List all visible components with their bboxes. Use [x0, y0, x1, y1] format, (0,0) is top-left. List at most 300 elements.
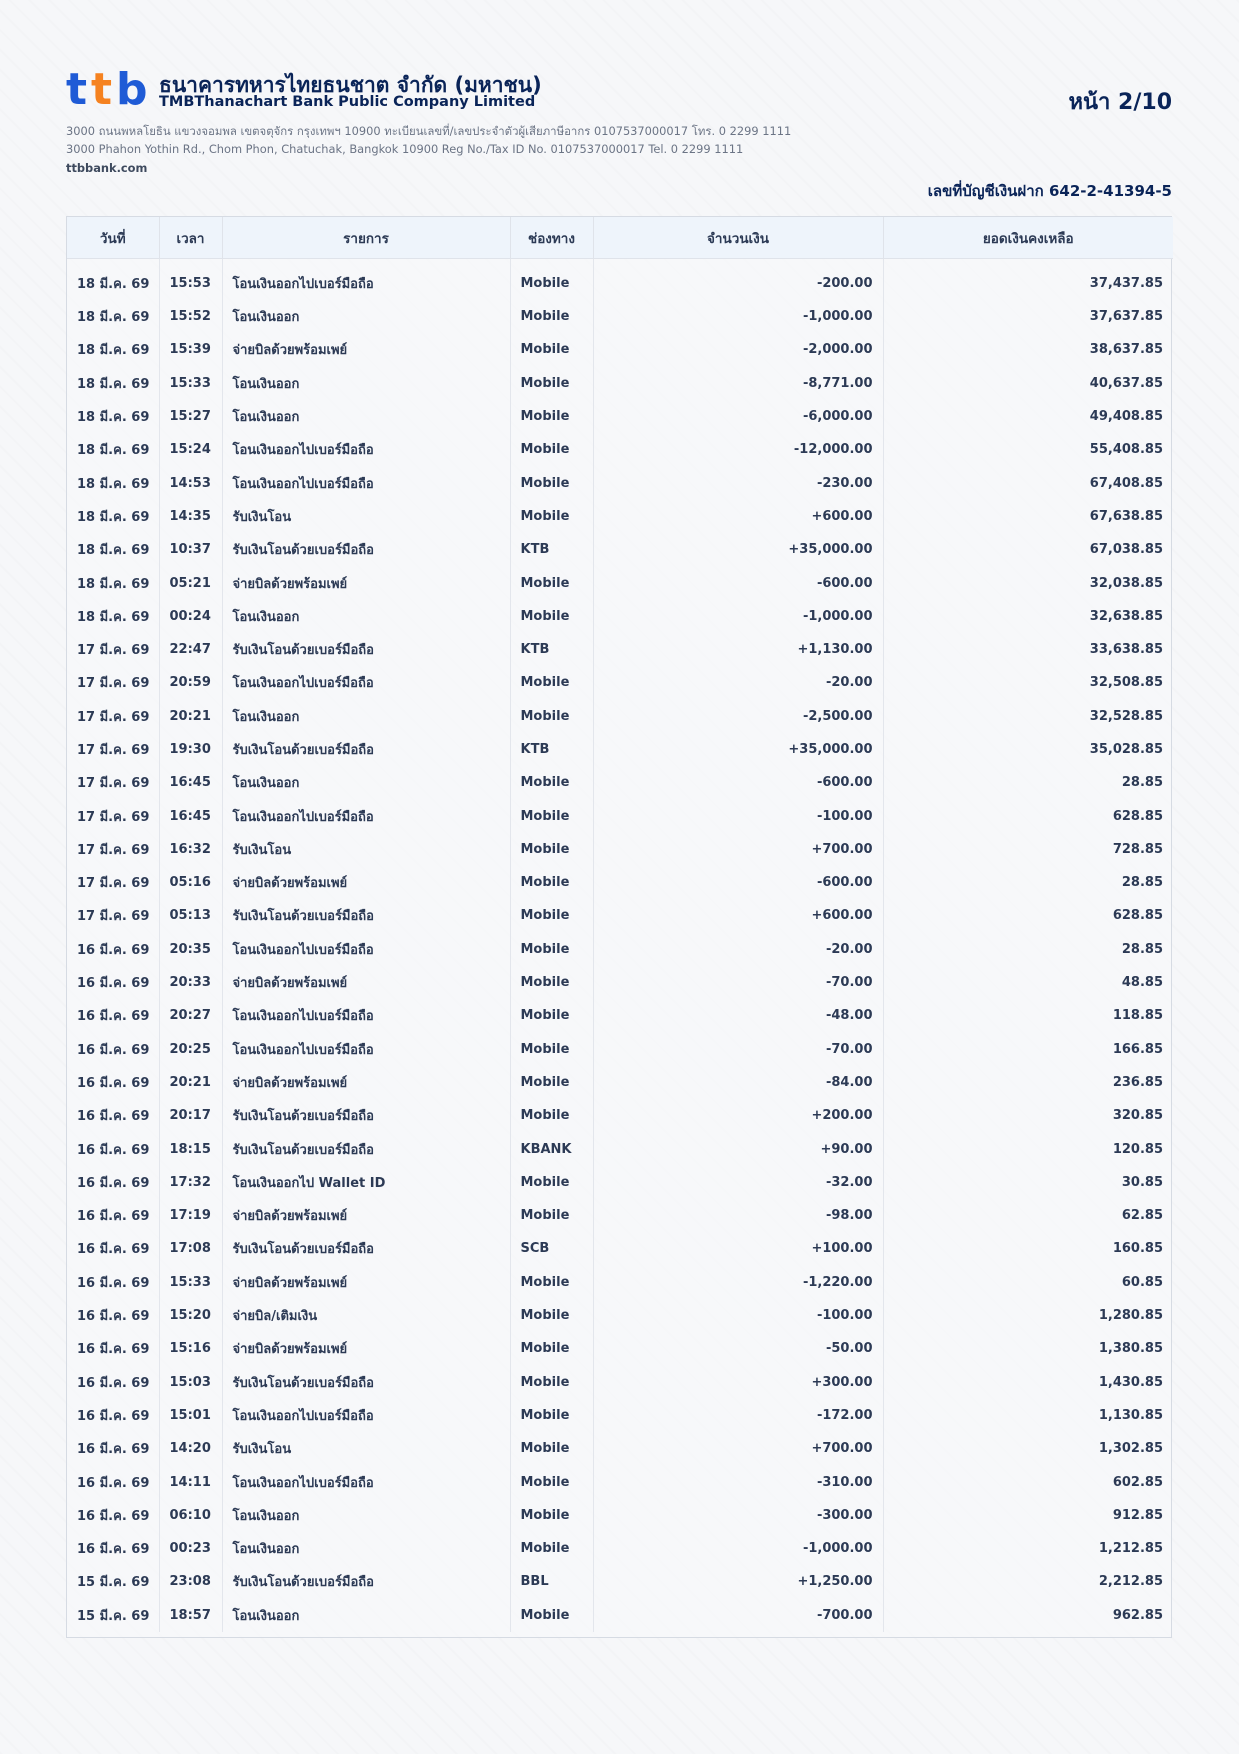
cell-balance: 32,638.85: [1089, 608, 1163, 624]
cell-amount: +200.00: [593, 1099, 883, 1132]
cell-date: 16 มี.ค. 69: [67, 1332, 159, 1365]
cell-date: 18 มี.ค. 69: [67, 259, 159, 301]
cell-balance: 912.85: [1112, 1507, 1163, 1523]
cell-amount: -1,000.00: [593, 600, 883, 633]
cell-amount: -600.00: [593, 566, 883, 599]
page-number: หน้า 2/10: [1068, 90, 1172, 115]
cell-amount: -100.00: [593, 799, 883, 832]
cell-amount: -50.00: [593, 1332, 883, 1365]
cell-balance: 30.85: [1121, 1174, 1163, 1190]
cell-balance: 48.85: [1121, 975, 1163, 991]
cell-description: โอนเงินออกไปเบอร์มือถือ: [222, 933, 510, 966]
cell-description: รับเงินโอน: [222, 1432, 510, 1465]
cell-channel: Mobile: [510, 466, 593, 499]
cell-description: โอนเงินออก: [222, 1499, 510, 1532]
cell-balance: 1,302.85: [1098, 1441, 1163, 1457]
cell-time: 15:39: [159, 333, 222, 366]
cell-description: โอนเงินออกไปเบอร์มือถือ: [222, 799, 510, 832]
cell-amount: +600.00: [593, 500, 883, 533]
cell-time: 16:32: [159, 833, 222, 866]
cell-balance: 628.85: [1112, 908, 1163, 924]
table-row: [67, 1099, 1173, 1132]
cell-time: 15:20: [159, 1299, 222, 1332]
cell-date: 16 มี.ค. 69: [67, 1266, 159, 1299]
cell-time: 18:57: [159, 1599, 222, 1632]
cell-balance: 628.85: [1112, 808, 1163, 824]
cell-amount: -172.00: [593, 1399, 883, 1432]
cell-channel: Mobile: [510, 300, 593, 333]
cell-description: รับเงินโอนด้วยเบอร์มือถือ: [222, 533, 510, 566]
table-row: [67, 700, 1173, 733]
cell-time: 20:25: [159, 1033, 222, 1066]
cell-time: 00:24: [159, 600, 222, 633]
cell-channel: Mobile: [510, 367, 593, 400]
column-header-channel: ช่องทาง: [510, 217, 593, 259]
cell-balance: 62.85: [1121, 1208, 1163, 1224]
cell-balance: 120.85: [1112, 1141, 1163, 1157]
cell-description: จ่ายบิลด้วยพร้อมเพย์: [222, 966, 510, 999]
cell-balance: 37,637.85: [1089, 309, 1163, 325]
cell-description: โอนเงินออกไปเบอร์มือถือ: [222, 259, 510, 301]
table-row: [67, 1499, 1173, 1532]
cell-amount: -20.00: [593, 933, 883, 966]
cell-channel: Mobile: [510, 1166, 593, 1199]
table-row: [67, 966, 1173, 999]
cell-description: โอนเงินออก: [222, 700, 510, 733]
svg-text:t: t: [91, 64, 111, 110]
column-header-amount: จำนวนเงิน: [593, 217, 883, 259]
cell-amount: -100.00: [593, 1299, 883, 1332]
cell-balance: 602.85: [1112, 1474, 1163, 1490]
cell-channel: Mobile: [510, 799, 593, 832]
cell-balance: 118.85: [1112, 1008, 1163, 1024]
table-row: [67, 300, 1173, 333]
cell-amount: -70.00: [593, 966, 883, 999]
table-row: [67, 1066, 1173, 1099]
cell-time: 14:53: [159, 466, 222, 499]
cell-description: จ่ายบิลด้วยพร้อมเพย์: [222, 1266, 510, 1299]
table-row: [67, 733, 1173, 766]
cell-amount: -230.00: [593, 466, 883, 499]
cell-description: โอนเงินออกไป Wallet ID: [222, 1166, 510, 1199]
cell-time: 05:21: [159, 566, 222, 599]
statement-header: [66, 64, 1172, 214]
cell-time: 17:32: [159, 1166, 222, 1199]
cell-amount: +100.00: [593, 1232, 883, 1265]
cell-time: 23:08: [159, 1565, 222, 1598]
cell-channel: Mobile: [510, 899, 593, 932]
cell-description: โอนเงินออก: [222, 367, 510, 400]
cell-date: 16 มี.ค. 69: [67, 1199, 159, 1232]
cell-time: 05:13: [159, 899, 222, 932]
cell-description: รับเงินโอน: [222, 500, 510, 533]
cell-balance: 962.85: [1112, 1607, 1163, 1623]
cell-balance: 2,212.85: [1098, 1574, 1163, 1590]
cell-time: 15:33: [159, 367, 222, 400]
cell-date: 17 มี.ค. 69: [67, 766, 159, 799]
cell-balance: 160.85: [1112, 1241, 1163, 1257]
table-row: [67, 500, 1173, 533]
table-row: [67, 1565, 1173, 1598]
cell-time: 15:33: [159, 1266, 222, 1299]
cell-channel: Mobile: [510, 259, 593, 301]
cell-date: 16 มี.ค. 69: [67, 1465, 159, 1498]
table-row: [67, 1232, 1173, 1265]
address-thai: 3000 ถนนพหลโยธิน แขวงจอมพล เขตจตุจักร กรุงเทพฯ 10900 ทะเบียนเลขที่/เลขประจำตัวผู้เสียภาษีอากร 0107537000017 โทร. 0 2299 1111: [66, 124, 792, 138]
cell-description: โอนเงินออก: [222, 1532, 510, 1565]
cell-date: 16 มี.ค. 69: [67, 1099, 159, 1132]
cell-balance: 32,038.85: [1089, 575, 1163, 591]
column-header-description: รายการ: [222, 217, 510, 259]
cell-date: 18 มี.ค. 69: [67, 566, 159, 599]
cell-balance: 33,638.85: [1089, 642, 1163, 658]
cell-description: จ่ายบิล/เติมเงิน: [222, 1299, 510, 1332]
cell-channel: SCB: [510, 1232, 593, 1265]
account-number: เลขที่บัญชีเงินฝาก 642-2-41394-5: [927, 182, 1172, 200]
address-english: 3000 Phahon Yothin Rd., Chom Phon, Chatuchak, Bangkok 10900 Reg No./Tax ID No. 0107537000017 Tel. 0 2299 1111: [66, 142, 744, 156]
table-row: [67, 666, 1173, 699]
table-row: [67, 1366, 1173, 1399]
cell-date: 18 มี.ค. 69: [67, 367, 159, 400]
ttb-logo: [66, 64, 154, 110]
cell-amount: +1,250.00: [593, 1565, 883, 1598]
cell-channel: Mobile: [510, 1033, 593, 1066]
cell-description: รับเงินโอน: [222, 833, 510, 866]
website: ttbbank.com: [66, 161, 148, 175]
cell-balance: 28.85: [1121, 875, 1163, 891]
table-row: [67, 833, 1173, 866]
cell-amount: +600.00: [593, 899, 883, 932]
cell-amount: +35,000.00: [593, 733, 883, 766]
cell-balance: 49,408.85: [1089, 409, 1163, 425]
cell-amount: -200.00: [593, 259, 883, 301]
cell-amount: -700.00: [593, 1599, 883, 1632]
cell-amount: +90.00: [593, 1132, 883, 1165]
cell-balance: 32,528.85: [1089, 708, 1163, 724]
cell-description: โอนเงินออกไปเบอร์มือถือ: [222, 466, 510, 499]
cell-amount: -310.00: [593, 1465, 883, 1498]
cell-channel: Mobile: [510, 933, 593, 966]
cell-amount: -600.00: [593, 866, 883, 899]
cell-date: 17 มี.ค. 69: [67, 866, 159, 899]
cell-channel: KBANK: [510, 1132, 593, 1165]
cell-time: 15:03: [159, 1366, 222, 1399]
cell-time: 20:17: [159, 1099, 222, 1132]
cell-amount: -8,771.00: [593, 367, 883, 400]
cell-date: 16 มี.ค. 69: [67, 1432, 159, 1465]
cell-time: 18:15: [159, 1132, 222, 1165]
cell-balance: 35,028.85: [1089, 742, 1163, 757]
cell-amount: -98.00: [593, 1199, 883, 1232]
cell-amount: +700.00: [593, 833, 883, 866]
cell-description: จ่ายบิลด้วยพร้อมเพย์: [222, 333, 510, 366]
cell-amount: -2,000.00: [593, 333, 883, 366]
table-row: [67, 400, 1173, 433]
cell-channel: KTB: [510, 533, 593, 566]
column-header-balance: ยอดเงินคงเหลือ: [883, 217, 1173, 259]
cell-description: จ่ายบิลด้วยพร้อมเพย์: [222, 1066, 510, 1099]
table-row: [67, 933, 1173, 966]
cell-date: 16 มี.ค. 69: [67, 999, 159, 1032]
cell-balance: 1,380.85: [1098, 1341, 1163, 1357]
cell-channel: Mobile: [510, 1432, 593, 1465]
cell-time: 05:16: [159, 866, 222, 899]
cell-time: 06:10: [159, 1499, 222, 1532]
cell-date: 18 มี.ค. 69: [67, 500, 159, 533]
bank-name-thai: ธนาคารทหารไทยธนชาต จำกัด (มหาชน): [159, 73, 542, 97]
table-row: [67, 466, 1173, 499]
cell-date: 18 มี.ค. 69: [67, 433, 159, 466]
table-row: [67, 1166, 1173, 1199]
cell-balance: 320.85: [1112, 1108, 1163, 1124]
table-row: [67, 1599, 1173, 1632]
cell-amount: -1,000.00: [593, 1532, 883, 1565]
cell-balance: 1,130.85: [1098, 1407, 1163, 1423]
cell-channel: Mobile: [510, 566, 593, 599]
cell-channel: BBL: [510, 1565, 593, 1598]
cell-description: โอนเงินออกไปเบอร์มือถือ: [222, 1465, 510, 1498]
cell-time: 15:52: [159, 300, 222, 333]
table-row: [67, 367, 1173, 400]
cell-balance: 28.85: [1121, 775, 1163, 791]
cell-channel: Mobile: [510, 666, 593, 699]
cell-time: 17:08: [159, 1232, 222, 1265]
cell-time: 10:37: [159, 533, 222, 566]
cell-time: 14:35: [159, 500, 222, 533]
table-row: [67, 1266, 1173, 1299]
cell-date: 17 มี.ค. 69: [67, 733, 159, 766]
cell-description: รับเงินโอนด้วยเบอร์มือถือ: [222, 733, 510, 766]
cell-channel: Mobile: [510, 833, 593, 866]
cell-channel: Mobile: [510, 1299, 593, 1332]
column-header-date: วันที่: [67, 217, 159, 259]
cell-balance: 1,280.85: [1098, 1308, 1163, 1324]
cell-description: โอนเงินออกไปเบอร์มือถือ: [222, 666, 510, 699]
cell-balance: 67,408.85: [1089, 475, 1163, 491]
cell-amount: -2,500.00: [593, 700, 883, 733]
cell-balance: 32,508.85: [1089, 675, 1163, 691]
cell-balance: 37,437.85: [1089, 276, 1163, 291]
table-row: [67, 866, 1173, 899]
table-row: [67, 1532, 1173, 1565]
bank-name-english: TMBThanachart Bank Public Company Limited: [159, 94, 536, 110]
table-header-row: [67, 217, 1173, 259]
cell-date: 17 มี.ค. 69: [67, 700, 159, 733]
cell-date: 18 มี.ค. 69: [67, 400, 159, 433]
cell-date: 17 มี.ค. 69: [67, 633, 159, 666]
cell-channel: Mobile: [510, 1266, 593, 1299]
table-row: [67, 600, 1173, 633]
cell-date: 16 มี.ค. 69: [67, 1499, 159, 1532]
cell-channel: Mobile: [510, 866, 593, 899]
cell-amount: -12,000.00: [593, 433, 883, 466]
cell-balance: 40,637.85: [1089, 375, 1163, 391]
cell-description: จ่ายบิลด้วยพร้อมเพย์: [222, 866, 510, 899]
cell-description: โอนเงินออกไปเบอร์มือถือ: [222, 433, 510, 466]
cell-time: 15:27: [159, 400, 222, 433]
cell-time: 20:21: [159, 1066, 222, 1099]
cell-description: โอนเงินออก: [222, 600, 510, 633]
cell-description: โอนเงินออกไปเบอร์มือถือ: [222, 1033, 510, 1066]
svg-text:t: t: [66, 64, 86, 110]
cell-date: 16 มี.ค. 69: [67, 1399, 159, 1432]
cell-amount: -70.00: [593, 1033, 883, 1066]
cell-description: รับเงินโอนด้วยเบอร์มือถือ: [222, 633, 510, 666]
cell-time: 15:01: [159, 1399, 222, 1432]
cell-channel: Mobile: [510, 1332, 593, 1365]
cell-balance: 67,038.85: [1089, 542, 1163, 558]
cell-amount: +700.00: [593, 1432, 883, 1465]
cell-description: จ่ายบิลด้วยพร้อมเพย์: [222, 1199, 510, 1232]
cell-balance: 728.85: [1112, 841, 1163, 857]
table-row: [67, 1299, 1173, 1332]
cell-time: 20:21: [159, 700, 222, 733]
cell-time: 00:23: [159, 1532, 222, 1565]
cell-description: รับเงินโอนด้วยเบอร์มือถือ: [222, 899, 510, 932]
table-row: [67, 766, 1173, 799]
table-row: [67, 899, 1173, 932]
cell-description: จ่ายบิลด้วยพร้อมเพย์: [222, 566, 510, 599]
cell-description: รับเงินโอนด้วยเบอร์มือถือ: [222, 1099, 510, 1132]
cell-time: 17:19: [159, 1199, 222, 1232]
cell-description: โอนเงินออก: [222, 766, 510, 799]
table-row: [67, 799, 1173, 832]
cell-balance: 1,430.85: [1098, 1374, 1163, 1390]
cell-description: โอนเงินออกไปเบอร์มือถือ: [222, 999, 510, 1032]
cell-channel: Mobile: [510, 1599, 593, 1632]
cell-date: 18 มี.ค. 69: [67, 333, 159, 366]
cell-date: 16 มี.ค. 69: [67, 1132, 159, 1165]
cell-channel: Mobile: [510, 966, 593, 999]
cell-time: 15:53: [159, 259, 222, 301]
cell-channel: Mobile: [510, 999, 593, 1032]
cell-balance: 60.85: [1121, 1274, 1163, 1290]
cell-amount: -300.00: [593, 1499, 883, 1532]
cell-channel: Mobile: [510, 1066, 593, 1099]
cell-date: 18 มี.ค. 69: [67, 466, 159, 499]
cell-channel: Mobile: [510, 1532, 593, 1565]
cell-description: จ่ายบิลด้วยพร้อมเพย์: [222, 1332, 510, 1365]
cell-date: 16 มี.ค. 69: [67, 1033, 159, 1066]
cell-amount: +35,000.00: [593, 533, 883, 566]
cell-channel: Mobile: [510, 433, 593, 466]
cell-balance: 1,212.85: [1098, 1541, 1163, 1557]
cell-balance: 236.85: [1112, 1074, 1163, 1090]
cell-balance: 67,638.85: [1089, 508, 1163, 524]
cell-date: 16 มี.ค. 69: [67, 1166, 159, 1199]
cell-date: 17 มี.ค. 69: [67, 666, 159, 699]
cell-time: 20:35: [159, 933, 222, 966]
table-row: [67, 1332, 1173, 1365]
cell-time: 14:11: [159, 1465, 222, 1498]
cell-amount: -1,000.00: [593, 300, 883, 333]
cell-balance: 28.85: [1121, 941, 1163, 957]
cell-amount: -84.00: [593, 1066, 883, 1099]
cell-date: 16 มี.ค. 69: [67, 1366, 159, 1399]
cell-description: โอนเงินออก: [222, 300, 510, 333]
cell-time: 20:27: [159, 999, 222, 1032]
cell-channel: Mobile: [510, 400, 593, 433]
cell-date: 18 มี.ค. 69: [67, 300, 159, 333]
table-row: [67, 333, 1173, 366]
cell-date: 17 มี.ค. 69: [67, 833, 159, 866]
cell-description: โอนเงินออก: [222, 400, 510, 433]
cell-channel: Mobile: [510, 1465, 593, 1498]
cell-date: 17 มี.ค. 69: [67, 799, 159, 832]
cell-channel: Mobile: [510, 1399, 593, 1432]
table-row: [67, 1033, 1173, 1066]
cell-date: 15 มี.ค. 69: [67, 1599, 159, 1632]
cell-balance: 38,637.85: [1089, 342, 1163, 358]
cell-description: รับเงินโอนด้วยเบอร์มือถือ: [222, 1232, 510, 1265]
column-header-time: เวลา: [159, 217, 222, 259]
cell-time: 15:16: [159, 1332, 222, 1365]
cell-amount: -20.00: [593, 666, 883, 699]
cell-description: รับเงินโอนด้วยเบอร์มือถือ: [222, 1132, 510, 1165]
cell-channel: Mobile: [510, 1499, 593, 1532]
cell-amount: -600.00: [593, 766, 883, 799]
cell-amount: -48.00: [593, 999, 883, 1032]
cell-description: โอนเงินออก: [222, 1599, 510, 1632]
cell-time: 14:20: [159, 1432, 222, 1465]
cell-channel: Mobile: [510, 1366, 593, 1399]
cell-description: โอนเงินออกไปเบอร์มือถือ: [222, 1399, 510, 1432]
cell-date: 16 มี.ค. 69: [67, 1232, 159, 1265]
cell-time: 16:45: [159, 799, 222, 832]
cell-amount: +1,130.00: [593, 633, 883, 666]
table-row: [67, 566, 1173, 599]
table-row: [67, 259, 1173, 301]
cell-time: 19:30: [159, 733, 222, 766]
cell-date: 16 มี.ค. 69: [67, 933, 159, 966]
cell-balance: 166.85: [1112, 1041, 1163, 1057]
cell-channel: Mobile: [510, 700, 593, 733]
table-row: [67, 1432, 1173, 1465]
cell-channel: KTB: [510, 633, 593, 666]
cell-date: 15 มี.ค. 69: [67, 1565, 159, 1598]
table-row: [67, 1399, 1173, 1432]
cell-date: 16 มี.ค. 69: [67, 1299, 159, 1332]
table-row: [67, 1132, 1173, 1165]
cell-date: 16 มี.ค. 69: [67, 1066, 159, 1099]
cell-amount: -6,000.00: [593, 400, 883, 433]
cell-amount: +300.00: [593, 1366, 883, 1399]
table-row: [67, 433, 1173, 466]
table-row: [67, 999, 1173, 1032]
table-row: [67, 533, 1173, 566]
cell-date: 16 มี.ค. 69: [67, 1532, 159, 1565]
cell-time: 20:33: [159, 966, 222, 999]
table-row: [67, 633, 1173, 666]
cell-channel: KTB: [510, 733, 593, 766]
cell-channel: Mobile: [510, 1199, 593, 1232]
transactions-table: [66, 216, 1172, 1638]
cell-channel: Mobile: [510, 1099, 593, 1132]
cell-channel: Mobile: [510, 333, 593, 366]
cell-channel: Mobile: [510, 600, 593, 633]
cell-balance: 55,408.85: [1089, 442, 1163, 458]
cell-date: 17 มี.ค. 69: [67, 899, 159, 932]
cell-time: 16:45: [159, 766, 222, 799]
cell-date: 18 มี.ค. 69: [67, 600, 159, 633]
cell-date: 18 มี.ค. 69: [67, 533, 159, 566]
table-row: [67, 1465, 1173, 1498]
cell-time: 20:59: [159, 666, 222, 699]
cell-date: 16 มี.ค. 69: [67, 966, 159, 999]
cell-channel: Mobile: [510, 766, 593, 799]
cell-amount: -1,220.00: [593, 1266, 883, 1299]
svg-text:b: b: [116, 64, 148, 110]
